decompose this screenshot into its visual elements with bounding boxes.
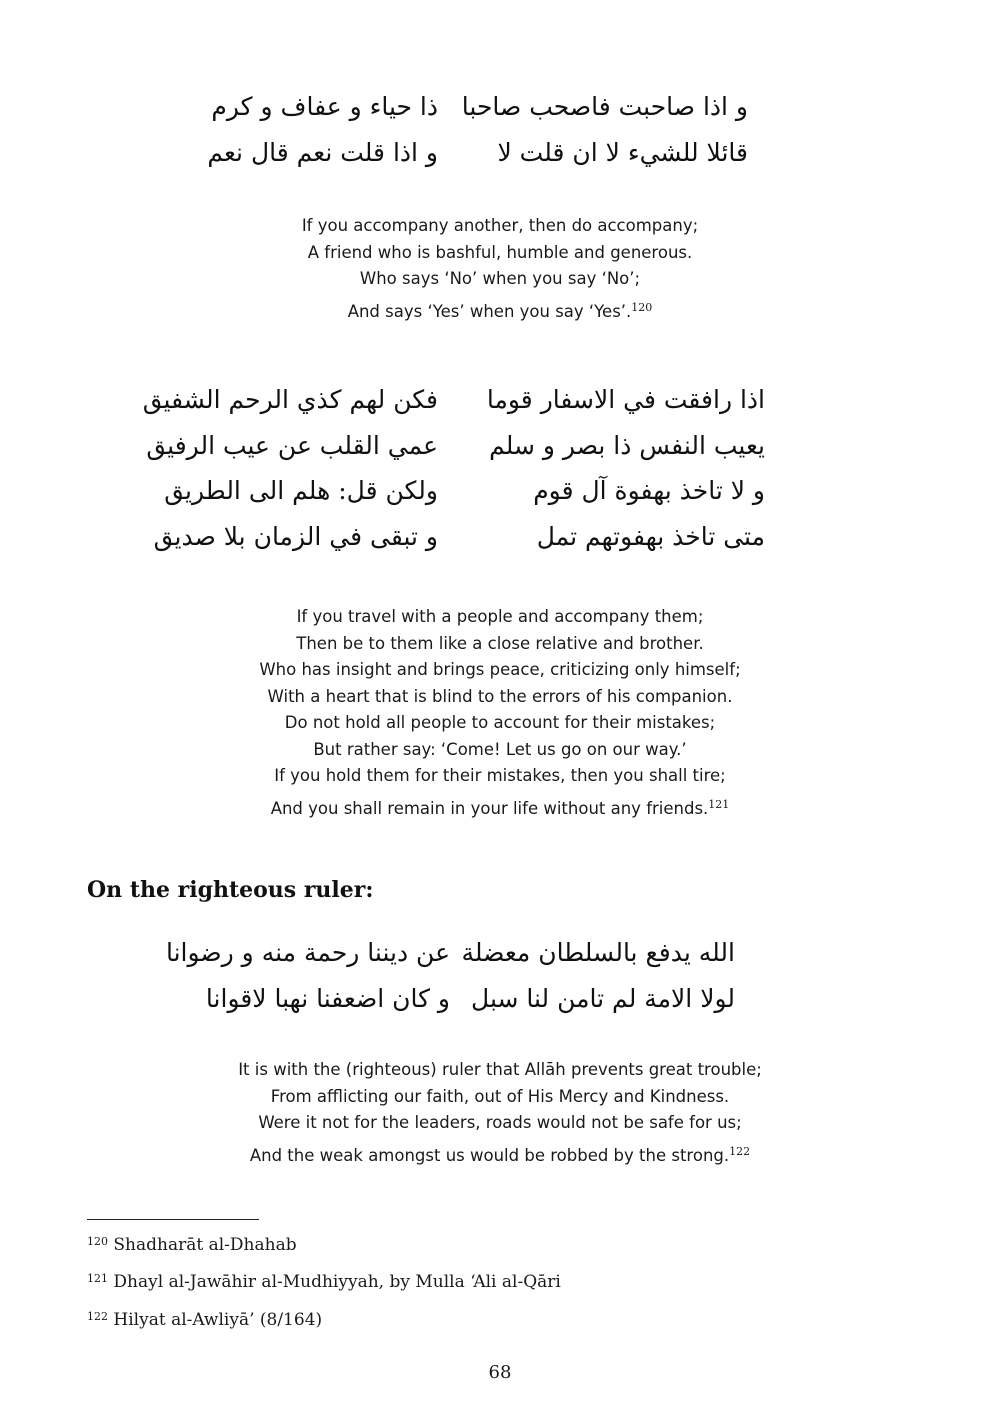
poem2-line1-left: فكن لهم كذي الرحم الشفيق (142, 385, 438, 414)
footnote-ref: 121 (708, 797, 730, 811)
translation-line: Were it not for the leaders, roads would not be safe for us; (258, 1113, 742, 1132)
translation-line: With a heart that is blind to the errors of his companion. (267, 686, 733, 706)
poem2-line1-right: اذا رافقت في الاسفار قوما (486, 385, 765, 414)
page-number: 68 (488, 1362, 512, 1383)
poem1-line2-left: و اذا قلت نعم قال نعم (207, 138, 438, 167)
translation-line-last: And you shall remain in your life without any friends.$^{121}$ (270, 797, 730, 818)
translation-line: Do not hold all people to account for their mistakes; (284, 713, 716, 732)
poem3-line2-left: و كان اضعفنا نهبا لاقوانا (205, 984, 450, 1013)
footnote-ref: 120 (631, 300, 653, 314)
translation-line: But rather say: ‘Come! Let us go on our way.’ (313, 739, 687, 759)
footnote-122: $^{122}$ Hilyat al-Awliyā’ (8/164) (87, 1310, 323, 1330)
poem3-translation (0, 1057, 1000, 1169)
section-heading: On the righteous ruler: (87, 877, 374, 903)
translation-line-last: And says ‘Yes’ when you say ‘Yes’.$^{120}$ (347, 300, 653, 321)
poem2-line4-left: و تبقى في الزمان بلا صديق (153, 522, 438, 551)
poem2-translation (0, 604, 1000, 822)
poem1-line1-right: و اذا صاحبت فاصحب صاحبا (461, 92, 748, 121)
translation-line: Who has insight and brings peace, criticizing only himself; (259, 660, 741, 679)
footnote-ref: 122 (729, 1144, 751, 1158)
translation-line: If you travel with a people and accompany them; (296, 607, 704, 626)
poem2-line4-right: متى تاخذ بهفوتهم تمل (536, 522, 765, 551)
translation-line: It is with the (righteous) ruler that Allāh prevents great trouble; (238, 1060, 762, 1079)
translation-line: Then be to them like a close relative and brother. (296, 633, 704, 653)
poem3-line1-right: الله يدفع بالسلطان معضلة (461, 938, 735, 967)
poem1-translation (0, 213, 1000, 325)
translation-line: From afflicting our faith, out of His Mercy and Kindness. (270, 1086, 730, 1106)
poem3-line2-right: لولا الامة لم تامن لنا سبل (471, 984, 735, 1013)
translation-line-last: And the weak amongst us would be robbed by the strong.$^{122}$ (249, 1144, 751, 1165)
translation-line: A friend who is bashful, humble and generous. (307, 242, 693, 262)
poem2-line2-left: عمي القلب عن عيب الرفيق (146, 431, 438, 460)
translation-line: Who says ‘No’ when you say ‘No’; (359, 269, 641, 288)
footnote-121: $^{121}$ Dhayl al-Jawāhir al-Mudhiyyah, by Mulla ‘Ali al-Qāri (87, 1272, 561, 1292)
poem2-line2-right: يعيب النفس ذا بصر و سلم (489, 431, 765, 460)
poem2-line3-left: ولكن قل: هلم الى الطريق (164, 476, 438, 505)
footnote-divider (87, 1219, 259, 1220)
footnote-120: $^{120}$ Shadharāt al-Dhahab (87, 1235, 297, 1255)
poem1-line1-left: ذا حياء و عفاف و كرم (211, 92, 438, 121)
poem1-line2-right: قائلا للشيء لا ان قلت لا (497, 138, 748, 167)
translation-line: If you accompany another, then do accompany; (301, 216, 699, 235)
translation-line: If you hold them for their mistakes, then you shall tire; (274, 766, 726, 785)
poem2-line3-right: و لا تاخذ بهفوة آل قوم (533, 476, 765, 505)
poem3-line1-left: عن ديننا رحمة منه و رضوانا (165, 938, 450, 967)
